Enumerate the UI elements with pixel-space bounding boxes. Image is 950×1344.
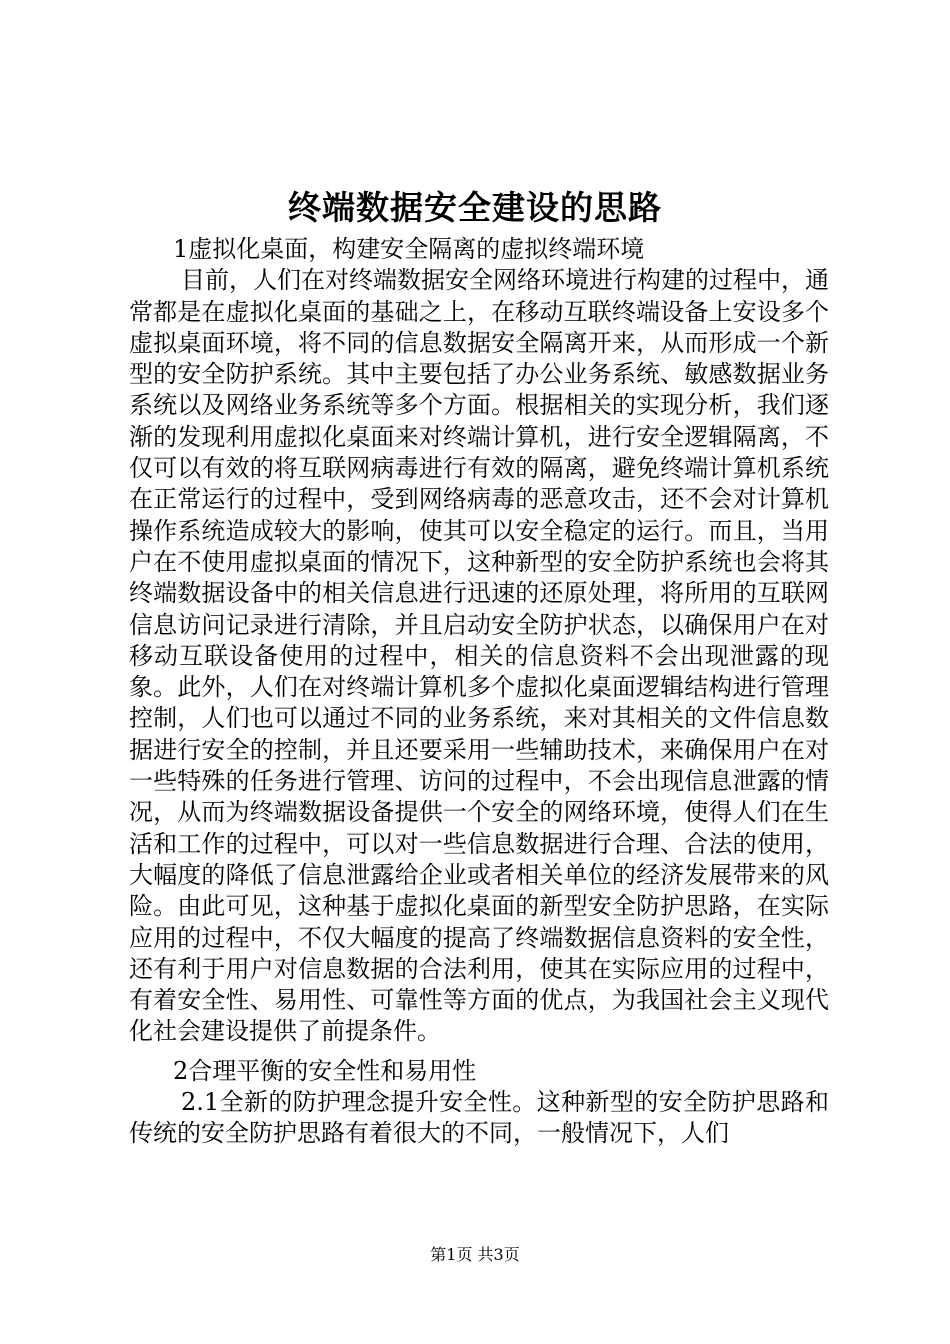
section-1-paragraph: 目前，人们在对终端数据安全网络环境进行构建的过程中，通常都是在虚拟化桌面的基础之上，在移动互联终端设备上安设多个虚拟桌面环境，将不同的信息数据安全隔离开来，从而形成一个新型的安全防护系统。其中主要包括了办公业务系统、敏感数据业务系统以及网络业务系统等多个方面。根据相关的实现分析，我们逐渐的发现利用虚拟化桌面来对终端计算机，进行安全逻辑隔离，不仅可以有效的将互联网病毒进行有效的隔离，避免终端计算机系统在正常运行的过程中，受到网络病毒的恶意攻击，还不会对计算机操作系统造成较大的影响，使其可以安全稳定的运行。而且，当用户在不使用虚拟桌面的情况下，这种新型的安全防护系统也会将其终端数据设备中的相关信息进行迅速的还原处理，将所用的互联网信息访问记录进行清除，并且启动安全防护状态，以确保用户在对移动互联设备使用的过程中，相关的信息资料不会出现泄露的现象。此外，人们在对终端计算机多个虚拟化桌面逻辑结构进行管理控制，人们也可以通过不同的业务系统，来对其相关的文件信息数据进行安全的控制，并且还要采用一些辅助技术，来确保用户在对一些特殊的任务进行管理、访问的过程中，不会出现信息泄露的情况，从而为终端数据设备提供一个安全的网络环境，使得人们在生活和工作的过程中，可以对一些信息数据进行合理、合法的使用，大幅度的降低了信息泄露给企业或者相关单位的经济发展带来的风险。由此可见，这种基于虚拟化桌面的新型安全防护思路，在实际应用的过程中，不仅大幅度的提高了终端数据信息资料的安全性，还有利于用户对信息数据的合法利用，使其在实际应用的过程中，有着安全性、易用性、可靠性等方面的优点，为我国社会主义现代化社会建设提供了前提条件。: [129, 266, 829, 1046]
section-heading-2: 2合理平衡的安全性和易用性: [173, 1056, 477, 1085]
page-footer: 第1页 共3页: [430, 1245, 520, 1264]
document-title: 终端数据安全建设的思路: [288, 188, 662, 227]
section-2-paragraph: 2.1全新的防护理念提升安全性。这种新型的安全防护思路和传统的安全防护思路有着很大的不同，一般情况下，人们: [129, 1088, 829, 1148]
section-heading-1: 1虚拟化桌面，构建安全隔离的虚拟终端环境: [173, 235, 645, 263]
document-body: [129, 234, 829, 1150]
